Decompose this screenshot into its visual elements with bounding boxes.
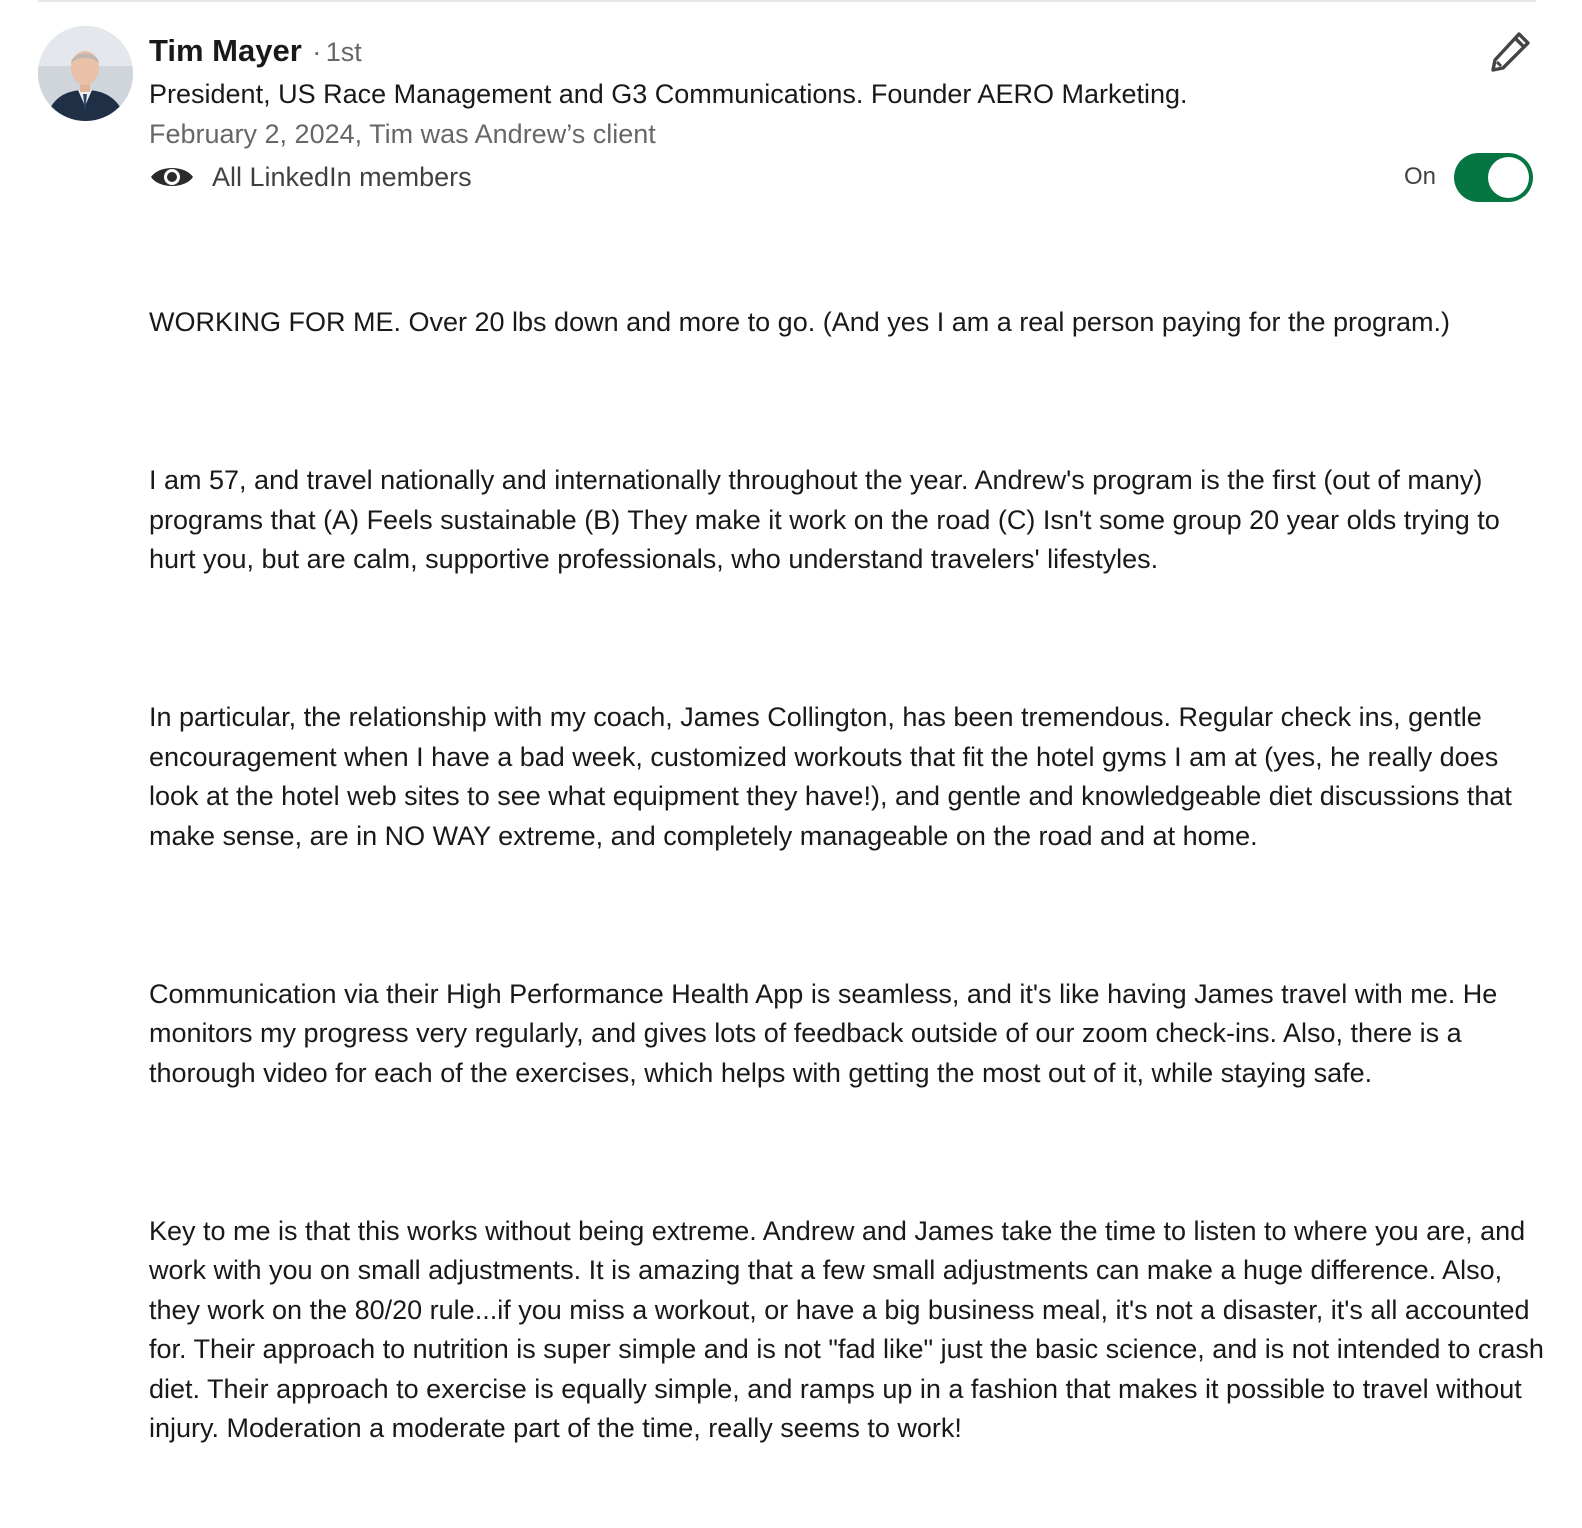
toggle-knob: [1488, 157, 1529, 198]
eye-icon: [149, 162, 195, 192]
recommendation-date: February 2, 2024, Tim was Andrew’s client: [149, 119, 656, 149]
visibility-toggle-wrap: [1404, 151, 1533, 203]
connection-degree: 1st: [325, 37, 362, 67]
recommendation-paragraph: Key to me is that this works without being extreme. Andrew and James take the time to listen to where you are, and work with you on small adjustments. It is amazing that a few small adjustments can make a huge difference. Also, they work on the 80/20 rule...if you miss a workout, or have a big business meal, it's not a disaster, it's all accounted for. Their approach to nutrition is super simple and is not "fad like" just the basic science, and is not intended to crash diet. Their approach to exercise is equally simple, and ramps up in a fashion that makes it possible to travel without injury. Moderation a moderate part of the time, really seems to work!: [149, 1215, 1552, 1443]
author-avatar[interactable]: [38, 26, 133, 121]
author-name[interactable]: Tim Mayer: [149, 33, 302, 68]
avatar-photo: [38, 26, 133, 121]
top-divider: [38, 0, 1536, 2]
visibility-row: [149, 155, 472, 199]
author-headline: President, US Race Management and G3 Communications. Founder AERO Marketing.: [149, 79, 1188, 109]
recommendation-paragraph: Communication via their High Performance Health App is seamless, and it's like having James travel with me. He monitors my progress very regularly, and gives lots of feedback outside of our zoom check-ins. Also, there is a thorough video for each of the exercises, which helps with getting the most out of it, while staying safe.: [149, 978, 1505, 1088]
edit-button[interactable]: [1488, 28, 1534, 74]
visibility-toggle[interactable]: [1454, 153, 1533, 202]
recommendation-header: [149, 28, 1449, 154]
toggle-state-label: On: [1404, 163, 1437, 190]
degree-separator: ·: [312, 37, 322, 67]
recommendation-text: [149, 224, 1552, 1528]
visibility-label: All LinkedIn members: [212, 161, 472, 192]
name-line: [149, 28, 1449, 74]
pencil-icon: [1489, 29, 1533, 73]
recommendation-paragraph: In particular, the relationship with my coach, James Collington, has been tremendous. Regular check ins, gentle encouragement when I have a bad week, customized workouts that fit the hotel gyms I am at (yes, he really does look at the hotel web sites to see what equipment they have!), and gentle and knowledgeable diet discussions that make sense, are in NO WAY extreme, and completely manageable on the road and at home.: [149, 702, 1520, 851]
recommendation-paragraph: WORKING FOR ME. Over 20 lbs down and more to go. (And yes I am a real person paying for the program.): [149, 307, 1451, 337]
recommendation-paragraph: I am 57, and travel nationally and internationally throughout the year. Andrew's program is the first (out of many) programs that (A) Feels sustainable (B) They make it work on the road (C) Isn't some group 20 year olds trying to hurt you, but are calm, supportive professionals, who understand travelers' lifestyles.: [149, 465, 1508, 574]
